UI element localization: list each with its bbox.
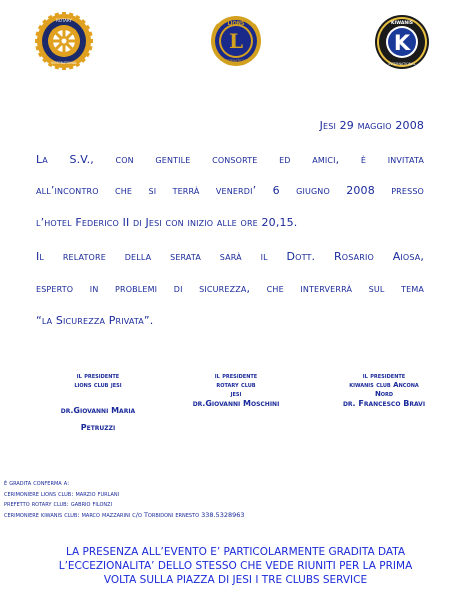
signature-kiwanis <box>318 372 450 408</box>
signature-rotary <box>176 372 296 408</box>
signature-role: il presidente <box>362 372 406 380</box>
footer-note <box>4 545 467 587</box>
footer-line-3: VOLTA SULLA PIAZZA DI JESI I TRE CLUBS SERVICE <box>103 574 368 586</box>
signature-role: il presidente <box>214 372 258 380</box>
kiwanis-logo <box>374 14 430 70</box>
letter-date: Jesi 29 maggio 2008 <box>319 119 424 132</box>
footer-line-1: LA PRESENZA ALL’EVENTO E’ PARTICOLARMENTE GRADITA DATA <box>65 546 406 558</box>
lions-logo <box>208 14 264 68</box>
signature-club: rotary club <box>216 381 256 389</box>
rotary-logo <box>35 12 93 70</box>
rsvp-intro: è gradita conferma a: <box>4 479 70 487</box>
svg-text:INTERNATIONAL: INTERNATIONAL <box>51 61 77 65</box>
invitation-line-2: all’incontro che si terrà venerdi’ 6 giugno 2008 presso <box>36 184 424 197</box>
svg-text:L: L <box>228 29 244 53</box>
rsvp-kiwanis: cerimoniere kiwanis club: marco mazzarini c/o Torbidoni ernesto 338.5328963 <box>4 510 245 519</box>
signature-lions <box>38 372 158 432</box>
speaker-line-2: esperto in problemi di sicurezza, che interverrà sul tema <box>36 282 424 295</box>
signature-name-cont: Petruzzi <box>80 423 116 432</box>
invitation-line-1: La S.V., con gentile consorte ed amici, è invitata <box>36 153 424 166</box>
svg-text:K: K <box>393 31 411 55</box>
signature-name: dr. Francesco Bravi <box>342 399 426 408</box>
signature-name: dr.Giovanni Maria <box>60 406 136 415</box>
invitation-line-3: l’hotel Federico II di Jesi con inizio alle ore 20,15. <box>36 216 298 229</box>
svg-text:INTERNATIONAL: INTERNATIONAL <box>388 62 416 66</box>
svg-text:INTERNATIONAL: INTERNATIONAL <box>221 59 251 63</box>
signature-club-area: Nord <box>374 390 394 398</box>
speaker-line-1: Il relatore della serata sarà il Dott. Rosario Aiosa, <box>36 250 424 263</box>
signature-club: kiwanis club Ancona <box>349 381 419 389</box>
speaker-line-3: “la Sicurezza Privata”. <box>36 314 154 327</box>
svg-text:LIONS: LIONS <box>227 21 245 27</box>
rsvp-lions: cerimoniere lions club: marzio furlani <box>4 489 120 498</box>
signature-club-city: jesi <box>230 390 242 398</box>
signature-club: lions club jesi <box>74 381 122 389</box>
rsvp-rotary: prefetto rotary club: gabrio filonzi <box>4 500 113 508</box>
footer-line-2: L’ECCEZIONALITA’ DELLO STESSO CHE VEDE RIUNITI PER LA PRIMA <box>58 560 413 572</box>
signature-name: dr.Giovanni Moschini <box>192 399 280 408</box>
rsvp-block <box>4 478 464 520</box>
svg-text:KIWANIS: KIWANIS <box>390 21 414 26</box>
signature-role: il presidente <box>76 372 120 380</box>
svg-text:ROTARY: ROTARY <box>56 18 72 23</box>
